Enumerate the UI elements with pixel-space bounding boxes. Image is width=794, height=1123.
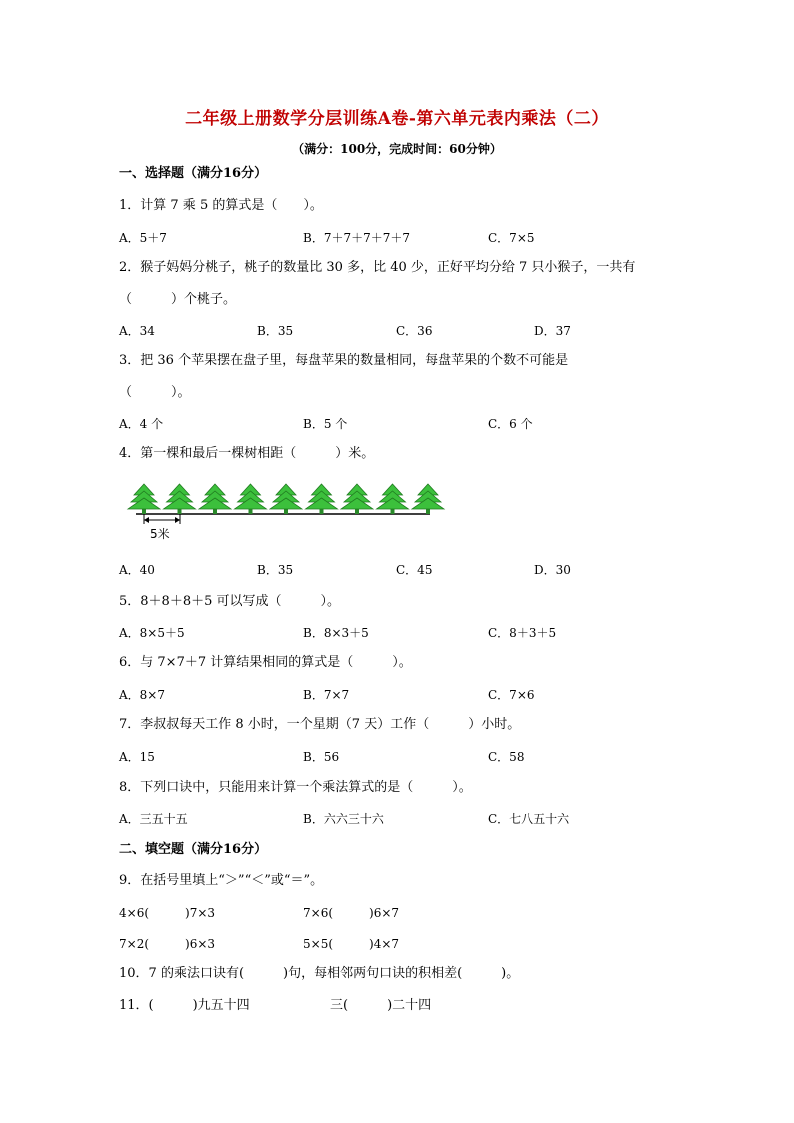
q7-option-a: A．15: [119, 750, 155, 764]
question-3-cont: （ ）。: [119, 385, 191, 400]
question-1: 1．计算 7 乘 5 的算式是（ ）。: [119, 198, 323, 213]
q4-option-c: C．45: [396, 563, 433, 577]
question-5: 5．8＋8＋8＋5 可以写成（ ）。: [119, 594, 340, 609]
q8-option-b: B．六六三十六: [303, 812, 384, 826]
question-11-part-b: 三( )二十四: [330, 998, 432, 1013]
section-heading-choice: 一、选择题（满分16分）: [119, 166, 268, 181]
q2-option-b: B．35: [257, 324, 294, 338]
q2-option-c: C．36: [396, 324, 433, 338]
q5-option-a: A．8×5＋5: [119, 626, 185, 640]
q4-option-b: B．35: [257, 563, 294, 577]
q5-option-c: C．8＋3＋5: [488, 626, 557, 640]
q6-option-a: A．8×7: [119, 688, 165, 702]
q1-option-c: C．7×5: [488, 231, 535, 245]
question-8: 8．下列口诀中，只能用来计算一个乘法算式的是（ ）。: [119, 780, 472, 795]
question-9: 9．在括号里填上“＞”“＜”或“＝”。: [119, 873, 324, 888]
q1-option-a: A．5＋7: [119, 231, 167, 245]
q8-option-a: A．三五十五: [119, 812, 188, 826]
span-arrow-right: [175, 517, 180, 523]
tree-icon: [128, 484, 160, 514]
q6-option-b: B．7×7: [303, 688, 350, 702]
question-3: 3．把 36 个苹果摆在盘子里，每盘苹果的数量相同，每盘苹果的个数不可能是: [119, 353, 569, 368]
tree-icon: [235, 484, 267, 514]
q7-option-b: B．56: [303, 750, 340, 764]
page-subtitle: （满分：100分，完成时间：60分钟）: [292, 142, 502, 156]
q3-option-b: B．5 个: [303, 417, 348, 431]
q4-option-d: D．30: [534, 563, 571, 577]
tree-icon: [199, 484, 231, 514]
tree-icon: [377, 484, 409, 514]
tree-icon: [270, 484, 302, 514]
q9-item-1: 4×6( )7×3: [119, 906, 216, 920]
q9-item-2: 7×6( )6×7: [303, 906, 400, 920]
q7-option-c: C．58: [488, 750, 525, 764]
q1-option-b: B．7＋7＋7＋7＋7: [303, 231, 410, 245]
q8-option-c: C．七八五十六: [488, 812, 570, 826]
q9-item-4: 5×5( )4×7: [303, 937, 400, 951]
question-10: 10．7 的乘法口诀有( )句，每相邻两句口诀的积相差( )。: [119, 966, 520, 981]
q3-option-a: A．4 个: [119, 417, 164, 431]
q2-option-d: D．37: [534, 324, 571, 338]
question-11-part-a: 11．( )九五十四: [119, 998, 250, 1013]
q5-option-b: B．8×3＋5: [303, 626, 369, 640]
span-arrow-left: [144, 517, 149, 523]
tree-icon: [412, 484, 444, 514]
span-label: 5米: [150, 527, 170, 541]
q6-option-c: C．7×6: [488, 688, 535, 702]
tree-icon: [341, 484, 373, 514]
q2-option-a: A．34: [119, 324, 155, 338]
question-2: 2．猴子妈妈分桃子，桃子的数量比 30 多，比 40 少，正好平均分给 7 只小猴子，一共有: [119, 260, 636, 275]
question-2-cont: （ ）个桃子。: [119, 292, 237, 307]
q9-item-3: 7×2( )6×3: [119, 937, 216, 951]
tree-icon: [306, 484, 338, 514]
tree-icon: [164, 484, 196, 514]
tree-row-svg: [122, 480, 452, 542]
page-title: 二年级上册数学分层训练A卷-第六单元表内乘法（二）: [185, 109, 609, 129]
question-7: 7．李叔叔每天工作 8 小时，一个星期（7 天）工作（ ）小时。: [119, 717, 521, 732]
tree-group: [128, 484, 444, 514]
question-6: 6．与 7×7＋7 计算结果相同的算式是（ ）。: [119, 655, 412, 670]
question-4: 4．第一棵和最后一棵树相距（ ）米。: [119, 446, 375, 461]
section-heading-fill: 二、填空题（满分16分）: [119, 842, 268, 857]
q3-option-c: C．6 个: [488, 417, 533, 431]
q4-option-a: A．40: [119, 563, 155, 577]
tree-row-figure: [122, 480, 452, 542]
